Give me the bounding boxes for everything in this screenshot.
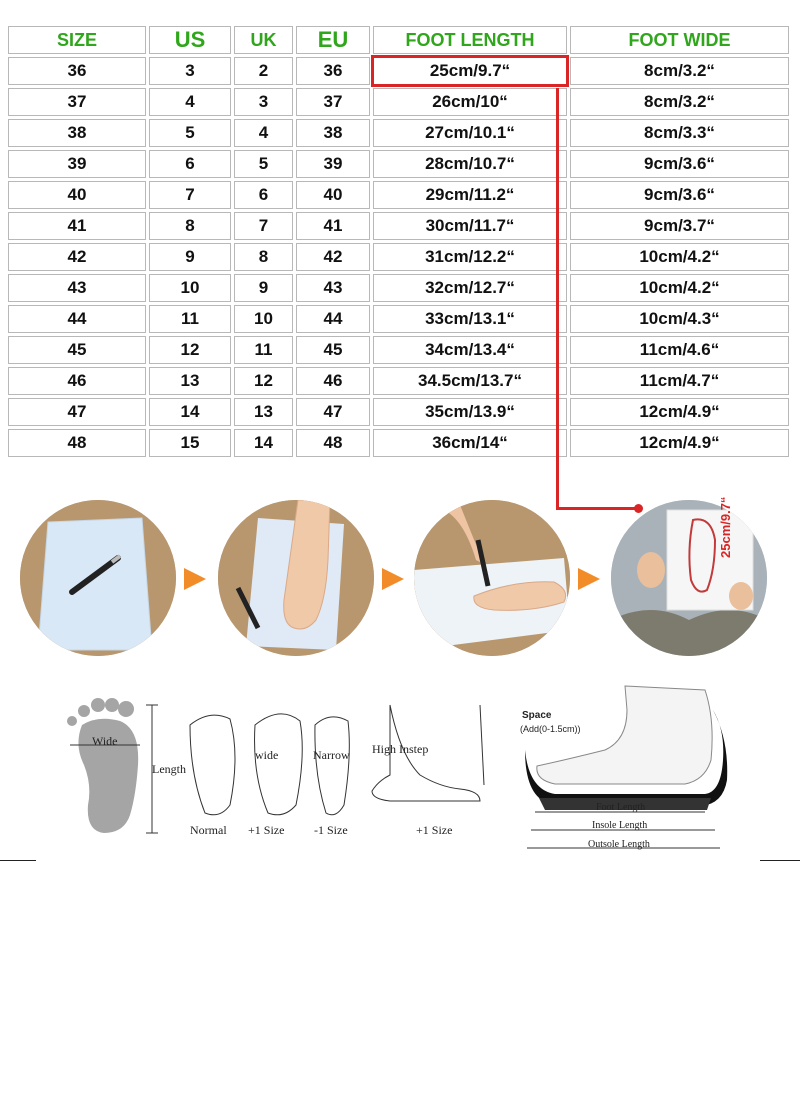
cell-uk: 14 bbox=[234, 429, 293, 457]
cell-size: 42 bbox=[8, 243, 146, 271]
high-instep-label: High Instep bbox=[372, 742, 429, 756]
cell-size: 41 bbox=[8, 212, 146, 240]
cell-uk: 3 bbox=[234, 88, 293, 116]
step-arrow-2 bbox=[382, 568, 404, 590]
cell-foot-length: 32cm/12.7“ bbox=[373, 274, 567, 302]
cell-foot-length: 33cm/13.1“ bbox=[373, 305, 567, 333]
cell-us: 13 bbox=[149, 367, 231, 395]
table-row bbox=[8, 336, 789, 364]
step-arrow-1 bbox=[184, 568, 206, 590]
step-3-photo bbox=[414, 500, 570, 656]
cell-us: 10 bbox=[149, 274, 231, 302]
paper-size-note: 25cm/9.7“ bbox=[718, 496, 733, 558]
cell-eu: 46 bbox=[296, 367, 370, 395]
cell-foot-wide: 10cm/4.2“ bbox=[570, 243, 789, 271]
cell-eu: 40 bbox=[296, 181, 370, 209]
step-2-photo bbox=[218, 500, 374, 656]
cell-eu: 43 bbox=[296, 274, 370, 302]
table-row bbox=[8, 398, 789, 426]
cell-uk: 6 bbox=[234, 181, 293, 209]
cell-foot-wide: 10cm/4.2“ bbox=[570, 274, 789, 302]
cell-us: 9 bbox=[149, 243, 231, 271]
cell-foot-length: 26cm/10“ bbox=[373, 88, 567, 116]
cell-foot-wide: 8cm/3.3“ bbox=[570, 119, 789, 147]
table-row bbox=[8, 243, 789, 271]
cell-us: 14 bbox=[149, 398, 231, 426]
cell-eu: 36 bbox=[296, 57, 370, 85]
table-row bbox=[8, 212, 789, 240]
table-row bbox=[8, 57, 789, 85]
cell-foot-wide: 10cm/4.3“ bbox=[570, 305, 789, 333]
cell-size: 38 bbox=[8, 119, 146, 147]
cell-foot-wide: 11cm/4.6“ bbox=[570, 336, 789, 364]
cell-eu: 48 bbox=[296, 429, 370, 457]
header-size: SIZE bbox=[8, 26, 146, 54]
cell-foot-length: 36cm/14“ bbox=[373, 429, 567, 457]
cell-uk: 9 bbox=[234, 274, 293, 302]
cell-size: 44 bbox=[8, 305, 146, 333]
minus-one-caption: -1 Size bbox=[314, 823, 348, 837]
step-4-photo bbox=[611, 500, 767, 656]
cell-size: 43 bbox=[8, 274, 146, 302]
cell-eu: 39 bbox=[296, 150, 370, 178]
table-row bbox=[8, 119, 789, 147]
cell-us: 3 bbox=[149, 57, 231, 85]
step-1-photo bbox=[20, 500, 176, 656]
table-row bbox=[8, 274, 789, 302]
plus-one-caption: +1 Size bbox=[248, 823, 285, 837]
table-row bbox=[8, 305, 789, 333]
cell-foot-length: 27cm/10.1“ bbox=[373, 119, 567, 147]
cell-foot-length: 34.5cm/13.7“ bbox=[373, 367, 567, 395]
cell-size: 46 bbox=[8, 367, 146, 395]
table-row bbox=[8, 181, 789, 209]
divider-right bbox=[760, 860, 800, 861]
space-note: (Add(0-1.5cm)) bbox=[520, 724, 581, 734]
cell-uk: 5 bbox=[234, 150, 293, 178]
cell-uk: 13 bbox=[234, 398, 293, 426]
header-foot-length: FOOT LENGTH bbox=[373, 26, 567, 54]
cell-eu: 47 bbox=[296, 398, 370, 426]
cell-foot-wide: 9cm/3.7“ bbox=[570, 212, 789, 240]
cell-us: 12 bbox=[149, 336, 231, 364]
cell-eu: 44 bbox=[296, 305, 370, 333]
header-row bbox=[8, 26, 789, 54]
cell-us: 5 bbox=[149, 119, 231, 147]
guide-line-horizontal bbox=[556, 507, 638, 510]
cell-us: 8 bbox=[149, 212, 231, 240]
cell-foot-wide: 9cm/3.6“ bbox=[570, 181, 789, 209]
cell-uk: 11 bbox=[234, 336, 293, 364]
cell-eu: 38 bbox=[296, 119, 370, 147]
cell-size: 36 bbox=[8, 57, 146, 85]
cell-uk: 8 bbox=[234, 243, 293, 271]
cell-eu: 45 bbox=[296, 336, 370, 364]
cell-uk: 4 bbox=[234, 119, 293, 147]
foot-measure-diagram bbox=[60, 695, 490, 840]
foot-wide-label: wide bbox=[255, 748, 279, 762]
header-eu: EU bbox=[296, 26, 370, 54]
cell-foot-wide: 12cm/4.9“ bbox=[570, 429, 789, 457]
cell-eu: 41 bbox=[296, 212, 370, 240]
wide-label: Wide bbox=[92, 734, 118, 748]
cell-foot-wide: 8cm/3.2“ bbox=[570, 88, 789, 116]
instep-caption: +1 Size bbox=[416, 823, 453, 837]
cell-eu: 37 bbox=[296, 88, 370, 116]
step-arrow-3 bbox=[578, 568, 600, 590]
table-row bbox=[8, 367, 789, 395]
cell-foot-length: 34cm/13.4“ bbox=[373, 336, 567, 364]
cell-uk: 10 bbox=[234, 305, 293, 333]
cell-us: 6 bbox=[149, 150, 231, 178]
cell-foot-length: 28cm/10.7“ bbox=[373, 150, 567, 178]
divider-left bbox=[0, 860, 36, 861]
cell-foot-length: 25cm/9.7“ bbox=[373, 57, 567, 85]
insole-length-label: Insole Length bbox=[592, 820, 648, 831]
length-label: Length bbox=[152, 762, 186, 776]
cell-us: 7 bbox=[149, 181, 231, 209]
cell-uk: 12 bbox=[234, 367, 293, 395]
cell-size: 47 bbox=[8, 398, 146, 426]
cell-uk: 7 bbox=[234, 212, 293, 240]
cell-size: 40 bbox=[8, 181, 146, 209]
size-chart-table bbox=[5, 23, 792, 460]
cell-foot-wide: 9cm/3.6“ bbox=[570, 150, 789, 178]
foot-length-label: Foot Length bbox=[596, 802, 646, 813]
cell-eu: 42 bbox=[296, 243, 370, 271]
guide-line-vertical bbox=[556, 88, 559, 510]
cell-us: 15 bbox=[149, 429, 231, 457]
outsole-length-label: Outsole Length bbox=[588, 839, 650, 850]
foot-narrow-label: Narrow bbox=[313, 748, 350, 762]
table-row bbox=[8, 150, 789, 178]
guide-line-endpoint bbox=[634, 504, 643, 513]
cell-foot-length: 35cm/13.9“ bbox=[373, 398, 567, 426]
cell-uk: 2 bbox=[234, 57, 293, 85]
cell-foot-length: 29cm/11.2“ bbox=[373, 181, 567, 209]
cell-foot-length: 31cm/12.2“ bbox=[373, 243, 567, 271]
cell-foot-wide: 11cm/4.7“ bbox=[570, 367, 789, 395]
cell-size: 45 bbox=[8, 336, 146, 364]
cell-foot-wide: 12cm/4.9“ bbox=[570, 398, 789, 426]
header-foot-wide: FOOT WIDE bbox=[570, 26, 789, 54]
cell-size: 48 bbox=[8, 429, 146, 457]
table-row bbox=[8, 429, 789, 457]
cell-us: 4 bbox=[149, 88, 231, 116]
header-uk: UK bbox=[234, 26, 293, 54]
cell-foot-length: 30cm/11.7“ bbox=[373, 212, 567, 240]
cell-us: 11 bbox=[149, 305, 231, 333]
cell-size: 37 bbox=[8, 88, 146, 116]
cell-foot-wide: 8cm/3.2“ bbox=[570, 57, 789, 85]
header-us: US bbox=[149, 26, 231, 54]
table-row bbox=[8, 88, 789, 116]
normal-caption: Normal bbox=[190, 823, 227, 837]
space-label: Space bbox=[522, 710, 552, 721]
cell-size: 39 bbox=[8, 150, 146, 178]
